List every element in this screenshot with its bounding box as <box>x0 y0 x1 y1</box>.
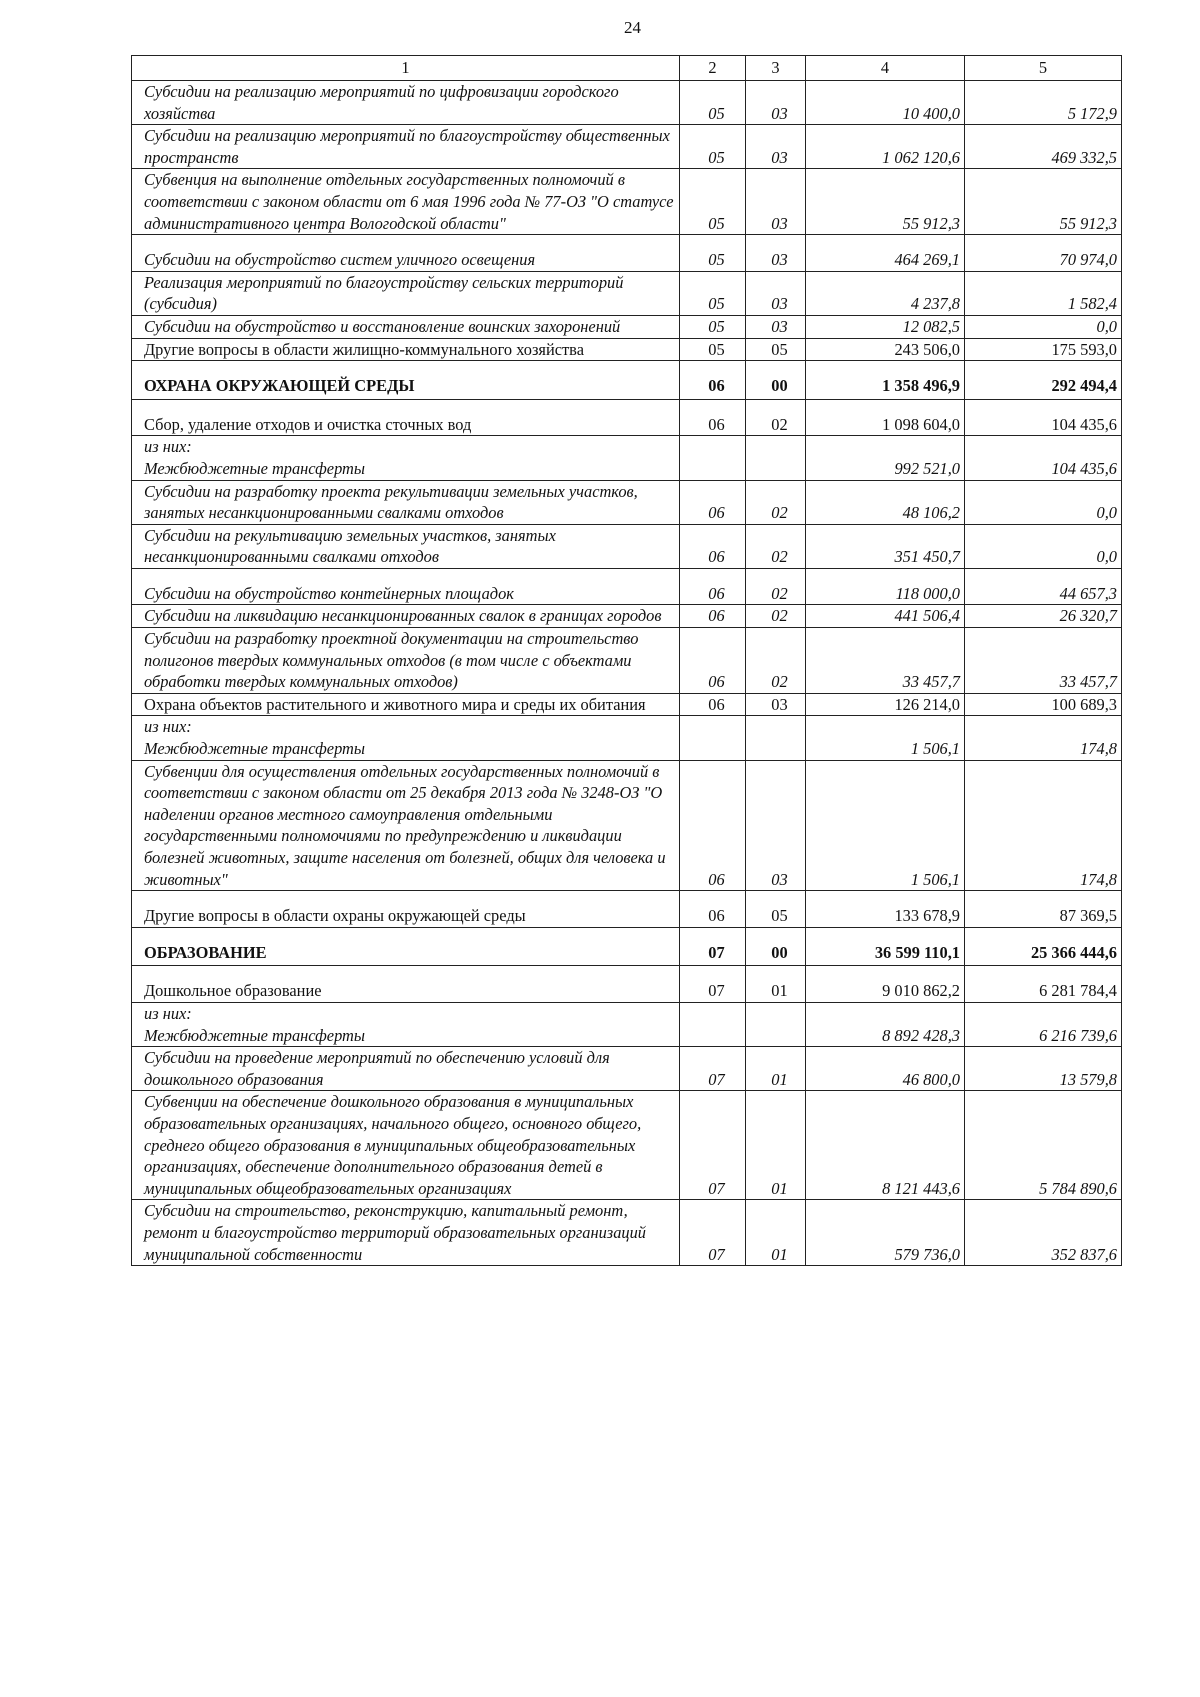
table-row <box>132 716 1122 760</box>
table-row <box>132 1002 1122 1046</box>
amount-executed: 174,8 <box>965 760 1122 891</box>
table-row <box>132 628 1122 694</box>
amount-executed: 25 366 444,6 <box>965 927 1122 966</box>
row-name <box>132 1047 680 1091</box>
amount-executed: 13 579,8 <box>965 1047 1122 1091</box>
row-name <box>132 81 680 125</box>
amount-executed: 55 912,3 <box>965 169 1122 235</box>
table-row <box>132 361 1122 400</box>
amount-planned: 12 082,5 <box>806 315 965 338</box>
row-label: Другие вопросы в области охраны окружающей среды <box>144 906 526 926</box>
amount-planned: 36 599 110,1 <box>806 927 965 966</box>
row-name <box>132 605 680 628</box>
row-name <box>132 271 680 315</box>
table-body <box>132 81 1122 1266</box>
amount-planned: 48 106,2 <box>806 480 965 524</box>
amount-planned: 1 062 120,6 <box>806 125 965 169</box>
amount-planned: 133 678,9 <box>806 891 965 928</box>
row-name <box>132 760 680 891</box>
table-row <box>132 169 1122 235</box>
subsection-code: 02 <box>746 399 806 436</box>
subsection-code: 03 <box>746 235 806 272</box>
row-label: Субсидии на реализацию мероприятий по благоустройству общественных пространств <box>144 126 670 167</box>
amount-executed: 6 281 784,4 <box>965 966 1122 1003</box>
subsection-code: 03 <box>746 315 806 338</box>
amount-planned: 579 736,0 <box>806 1200 965 1266</box>
row-name <box>132 338 680 361</box>
row-label: Дошкольное образование <box>144 981 322 1001</box>
row-label: Субсидии на обустройство контейнерных площадок <box>144 583 514 603</box>
section-code: 05 <box>680 235 746 272</box>
table-row <box>132 524 1122 568</box>
section-code: 07 <box>680 1091 746 1200</box>
subsection-code: 01 <box>746 1047 806 1091</box>
amount-executed: 292 494,4 <box>965 361 1122 400</box>
amount-executed: 1 582,4 <box>965 271 1122 315</box>
amount-executed: 26 320,7 <box>965 605 1122 628</box>
row-name <box>132 169 680 235</box>
amount-planned: 55 912,3 <box>806 169 965 235</box>
row-label: Субсидии на реализацию мероприятий по цифровизации городского хозяйства <box>144 82 619 123</box>
row-name <box>132 1091 680 1200</box>
amount-executed: 100 689,3 <box>965 693 1122 716</box>
row-label: Межбюджетные трансферты <box>144 458 365 478</box>
table-row <box>132 1091 1122 1200</box>
subsection-code: 02 <box>746 628 806 694</box>
section-code <box>680 436 746 480</box>
amount-executed: 469 332,5 <box>965 125 1122 169</box>
column-header: 2 <box>680 56 746 81</box>
section-code: 05 <box>680 315 746 338</box>
amount-executed: 44 657,3 <box>965 568 1122 605</box>
page-number: 24 <box>624 18 641 37</box>
section-code: 06 <box>680 568 746 605</box>
section-code: 05 <box>680 338 746 361</box>
amount-planned: 46 800,0 <box>806 1047 965 1091</box>
section-code: 06 <box>680 628 746 694</box>
section-code: 06 <box>680 399 746 436</box>
row-label: Субсидии на разработку проектной документации на строительство полигонов твердых коммунальных отходов (в том числе с объектами обработки твердых коммунальных отходов) <box>144 629 639 692</box>
amount-planned: 8 121 443,6 <box>806 1091 965 1200</box>
section-code: 05 <box>680 125 746 169</box>
amount-planned: 992 521,0 <box>806 436 965 480</box>
amount-planned: 33 457,7 <box>806 628 965 694</box>
table-row <box>132 81 1122 125</box>
section-code: 05 <box>680 81 746 125</box>
row-name <box>132 1002 680 1046</box>
row-name <box>132 628 680 694</box>
amount-executed: 0,0 <box>965 315 1122 338</box>
row-subheading: из них: <box>144 1003 192 1023</box>
section-code: 05 <box>680 271 746 315</box>
row-name <box>132 966 680 1003</box>
table-row <box>132 760 1122 891</box>
subsection-code <box>746 436 806 480</box>
section-code: 07 <box>680 927 746 966</box>
amount-executed: 70 974,0 <box>965 235 1122 272</box>
row-label: Субсидии на обустройство систем уличного освещения <box>144 250 536 270</box>
subsection-code: 00 <box>746 361 806 400</box>
amount-executed: 0,0 <box>965 524 1122 568</box>
table-header-row <box>132 56 1122 81</box>
row-label: Субсидии на рекультивацию земельных участков, занятых несанкционированными свалками отходов <box>144 525 556 567</box>
subsection-code: 01 <box>746 966 806 1003</box>
table-row <box>132 568 1122 605</box>
subsection-code <box>746 716 806 760</box>
row-label: Субсидии на строительство, реконструкцию, капитальный ремонт, ремонт и благоустройство территорий образовательных организаций муниципальной собственности <box>144 1201 646 1264</box>
amount-planned: 1 098 604,0 <box>806 399 965 436</box>
section-code: 07 <box>680 1200 746 1266</box>
row-name <box>132 125 680 169</box>
amount-executed: 5 784 890,6 <box>965 1091 1122 1200</box>
budget-table <box>131 55 1122 1266</box>
row-label: Субвенции на обеспечение дошкольного образования в муниципальных образовательных организациях, начального общего, основного общего, среднего общего образования в муниципальных общеобразовательных организациях, обеспечение дополнительного образования детей в муниципальных общеобразовательных организациях <box>144 1092 642 1198</box>
table-row <box>132 1200 1122 1266</box>
table-row <box>132 338 1122 361</box>
row-name <box>132 361 680 400</box>
row-label: Другие вопросы в области жилищно-коммунального хозяйства <box>144 339 584 359</box>
table-row <box>132 480 1122 524</box>
section-code: 06 <box>680 693 746 716</box>
table-row <box>132 966 1122 1003</box>
row-label: Межбюджетные трансферты <box>144 1025 365 1045</box>
amount-executed: 5 172,9 <box>965 81 1122 125</box>
row-name <box>132 480 680 524</box>
row-name <box>132 315 680 338</box>
table-row <box>132 125 1122 169</box>
row-name <box>132 436 680 480</box>
amount-planned: 1 506,1 <box>806 716 965 760</box>
amount-planned: 126 214,0 <box>806 693 965 716</box>
row-subheading: из них: <box>144 717 192 737</box>
section-code <box>680 1002 746 1046</box>
subsection-code: 03 <box>746 760 806 891</box>
row-label: Межбюджетные трансферты <box>144 739 365 759</box>
table-row <box>132 436 1122 480</box>
row-name <box>132 693 680 716</box>
amount-planned: 10 400,0 <box>806 81 965 125</box>
column-header: 5 <box>965 56 1122 81</box>
subsection-code: 03 <box>746 81 806 125</box>
amount-planned: 464 269,1 <box>806 235 965 272</box>
amount-planned: 118 000,0 <box>806 568 965 605</box>
subsection-code: 02 <box>746 568 806 605</box>
row-label: Субсидии на ликвидацию несанкционированных свалок в границах городов <box>144 606 662 626</box>
row-subheading: из них: <box>144 437 192 457</box>
subsection-code: 03 <box>746 271 806 315</box>
row-name <box>132 927 680 966</box>
row-label: Охрана объектов растительного и животного мира и среды их обитания <box>144 694 646 714</box>
column-header: 4 <box>806 56 965 81</box>
table-row <box>132 315 1122 338</box>
amount-planned: 9 010 862,2 <box>806 966 965 1003</box>
row-label: Реализация мероприятий по благоустройству сельских территорий (субсидия) <box>144 272 624 314</box>
section-code: 06 <box>680 524 746 568</box>
row-name <box>132 235 680 272</box>
amount-planned: 4 237,8 <box>806 271 965 315</box>
table-row <box>132 235 1122 272</box>
section-code: 06 <box>680 891 746 928</box>
row-label: ОБРАЗОВАНИЕ <box>144 942 267 962</box>
section-code: 07 <box>680 966 746 1003</box>
amount-executed: 0,0 <box>965 480 1122 524</box>
amount-executed: 33 457,7 <box>965 628 1122 694</box>
amount-planned: 243 506,0 <box>806 338 965 361</box>
row-name <box>132 399 680 436</box>
table-row <box>132 1047 1122 1091</box>
subsection-code: 03 <box>746 169 806 235</box>
row-name <box>132 1200 680 1266</box>
section-code <box>680 716 746 760</box>
subsection-code: 05 <box>746 891 806 928</box>
subsection-code: 00 <box>746 927 806 966</box>
subsection-code: 05 <box>746 338 806 361</box>
subsection-code: 03 <box>746 693 806 716</box>
subsection-code: 01 <box>746 1200 806 1266</box>
amount-executed: 104 435,6 <box>965 436 1122 480</box>
column-header: 3 <box>746 56 806 81</box>
table-row <box>132 399 1122 436</box>
amount-planned: 1 506,1 <box>806 760 965 891</box>
row-name <box>132 891 680 928</box>
subsection-code: 03 <box>746 125 806 169</box>
amount-executed: 175 593,0 <box>965 338 1122 361</box>
row-label: Субсидии на обустройство и восстановление воинских захоронений <box>144 316 621 336</box>
amount-planned: 441 506,4 <box>806 605 965 628</box>
subsection-code: 02 <box>746 480 806 524</box>
column-header: 1 <box>132 56 680 81</box>
table-row <box>132 605 1122 628</box>
section-code: 07 <box>680 1047 746 1091</box>
row-name <box>132 568 680 605</box>
row-label: Субсидии на разработку проекта рекультивации земельных участков, занятых несанкционированными свалками отходов <box>144 481 638 523</box>
row-name <box>132 524 680 568</box>
section-code: 06 <box>680 760 746 891</box>
row-name <box>132 716 680 760</box>
subsection-code: 01 <box>746 1091 806 1200</box>
subsection-code <box>746 1002 806 1046</box>
row-label: Субсидии на проведение мероприятий по обеспечению условий для дошкольного образования <box>144 1048 610 1089</box>
table-row <box>132 271 1122 315</box>
row-label: ОХРАНА ОКРУЖАЮЩЕЙ СРЕДЫ <box>144 376 415 396</box>
section-code: 06 <box>680 361 746 400</box>
row-label: Субвенция на выполнение отдельных государственных полномочий в соответствии с законом области от 6 мая 1996 года № 77-ОЗ "О статусе административного центра Вологодской области" <box>144 170 674 233</box>
section-code: 05 <box>680 169 746 235</box>
amount-executed: 87 369,5 <box>965 891 1122 928</box>
table-row <box>132 927 1122 966</box>
row-label: Субвенции для осуществления отдельных государственных полномочий в соответствии с законом области от 25 декабря 2013 года № 3248-ОЗ "О наделении органов местного самоуправления отдельными государственными полномочиями по предупреждению и ликвидации болезней животных, защите населения от болезней, общих для человека и животных" <box>144 761 666 889</box>
amount-planned: 1 358 496,9 <box>806 361 965 400</box>
amount-executed: 104 435,6 <box>965 399 1122 436</box>
amount-executed: 6 216 739,6 <box>965 1002 1122 1046</box>
amount-executed: 174,8 <box>965 716 1122 760</box>
subsection-code: 02 <box>746 524 806 568</box>
table-row <box>132 693 1122 716</box>
section-code: 06 <box>680 480 746 524</box>
amount-planned: 351 450,7 <box>806 524 965 568</box>
amount-planned: 8 892 428,3 <box>806 1002 965 1046</box>
subsection-code: 02 <box>746 605 806 628</box>
section-code: 06 <box>680 605 746 628</box>
row-label: Сбор, удаление отходов и очистка сточных вод <box>144 414 472 434</box>
amount-executed: 352 837,6 <box>965 1200 1122 1266</box>
table-row <box>132 891 1122 928</box>
